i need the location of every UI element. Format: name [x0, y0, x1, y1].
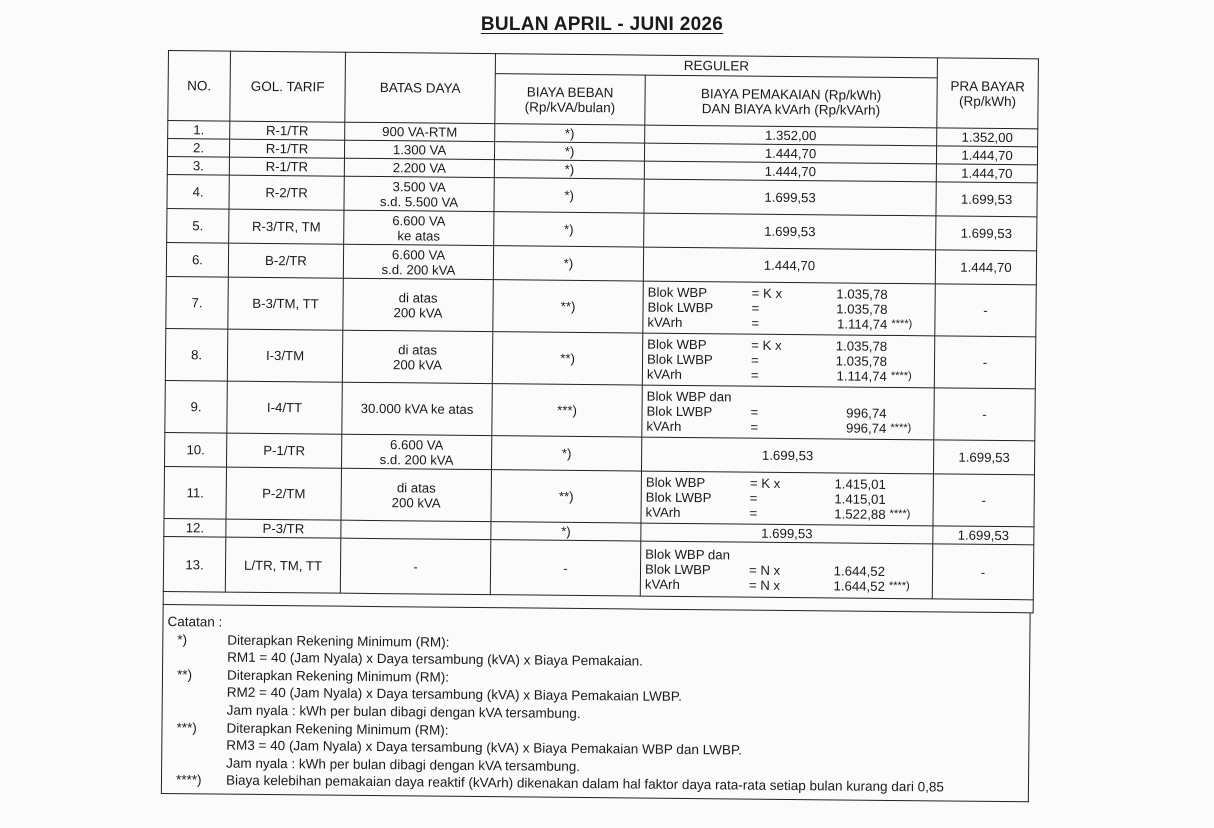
table-row: [166, 276, 1036, 336]
usage-value: 1.415,01: [834, 476, 886, 492]
batas-daya-cell: [345, 122, 495, 141]
batas-daya-line: 3.500 VA: [392, 178, 446, 195]
biaya-beban-cell: *): [494, 212, 644, 247]
usage-label: kVArh: [644, 576, 680, 592]
note-mark: **): [176, 666, 193, 683]
gol-tarif-cell: B-3/TM, TT: [228, 277, 343, 330]
biaya-beban-cell: **): [493, 280, 643, 333]
usage-label: kVArh: [646, 366, 682, 382]
batas-daya-line: 1.300 VA: [392, 142, 447, 158]
biaya-pemakaian-cell: [642, 385, 935, 440]
usage-value: 1.035,78: [835, 338, 888, 354]
document-title: BULAN APRIL - JUNI 2026: [480, 14, 724, 35]
gol-tarif-cell: P-2/TM: [226, 467, 341, 520]
pra-bayar-cell: -: [934, 336, 1035, 389]
note-mark: ****): [175, 772, 202, 788]
usage-value: 1.444,70: [764, 163, 817, 180]
note-line: Diterapkan Rekening Minimum (RM):: [226, 667, 450, 685]
biaya-beban-cell: *): [491, 436, 641, 471]
note-body: [226, 719, 1028, 779]
table-row: [165, 380, 1035, 440]
usage-label: Blok WBP: [647, 284, 708, 301]
usage-label: Blok LWBP: [644, 561, 711, 577]
header-biaya-pemakaian: BIAYA PEMAKAIAN (Rp/kWh) DAN BIAYA kVArh (Rp/kVArh): [645, 75, 937, 128]
usage-label: kVArh: [645, 504, 681, 520]
usage-value: 1.444,70: [763, 257, 816, 274]
header-pra-bayar: PRA BAYAR (Rp/kWh): [937, 58, 1039, 129]
usage-value: 1.699,53: [761, 447, 814, 464]
note-mark: *): [177, 631, 188, 647]
biaya-pemakaian-cell: [643, 247, 935, 284]
usage-operator: =: [750, 367, 759, 383]
biaya-pemakaian-cell: [644, 213, 936, 250]
table-row: [164, 466, 1034, 526]
table-row: [165, 328, 1035, 388]
batas-daya-cell: [342, 382, 492, 435]
gol-tarif-cell: R-1/TR: [229, 139, 344, 158]
batas-daya-cell: [344, 176, 494, 211]
usage-footnote: [886, 492, 890, 507]
usage-value: 996,74: [845, 420, 887, 436]
row-number: 2.: [167, 139, 229, 158]
gol-tarif-cell: B-2/TR: [228, 243, 343, 278]
pra-bayar-cell: 1.699,53: [936, 182, 1037, 217]
usage-value: 1.699,53: [764, 189, 816, 206]
usage-label: Blok WBP dan: [645, 546, 731, 562]
usage-operator: = K x: [749, 475, 781, 491]
pra-bayar-cell: 1.444,70: [936, 146, 1037, 165]
row-number: 12.: [164, 518, 226, 537]
biaya-pemakaian-cell: [642, 333, 935, 388]
usage-label: Blok WBP: [645, 474, 706, 491]
biaya-pemakaian-cell: [640, 541, 933, 599]
gol-tarif-cell: R-1/TR: [229, 157, 344, 176]
batas-daya-line: 900 VA-RTM: [382, 124, 458, 140]
row-number: 13.: [163, 536, 226, 592]
usage-operator: =: [751, 315, 760, 331]
usage-value: 1.522,88: [834, 506, 886, 522]
note-line: RM3 = 40 (Jam Nyala) x Daya tersambung (kVA) x Biaya Pemakaian WBP dan LWBP.: [226, 737, 742, 758]
row-number: 7.: [166, 276, 228, 329]
note-line: Biaya kelebihan pemakaian daya reaktif (kVArh) dikenakan dalam hal faktor daya rata-rata setiap bulan kurang dari 0,85: [225, 772, 944, 795]
tariff-body: [163, 121, 1038, 613]
pra-bayar-cell: -: [935, 284, 1036, 337]
biaya-beban-cell: ***): [492, 384, 642, 437]
batas-daya-line: 6.600 VA: [390, 436, 444, 453]
note-body: [227, 666, 1029, 726]
pra-bayar-cell: 1.699,53: [936, 216, 1037, 251]
batas-daya-cell: [340, 538, 491, 594]
batas-daya-line: 30.000 kVA ke atas: [360, 400, 474, 417]
batas-daya-line: s.d. 5.500 VA: [379, 193, 459, 210]
usage-operator: = N x: [748, 562, 781, 578]
usage-value: 1.415,01: [834, 491, 886, 507]
batas-daya-line: ke atas: [397, 227, 441, 244]
pra-bayar-cell: -: [933, 474, 1034, 527]
row-number: 8.: [165, 328, 227, 381]
usage-footnote: ****): [891, 317, 913, 331]
biaya-beban-cell: *): [494, 178, 644, 213]
gol-tarif-cell: R-1/TR: [230, 121, 345, 140]
usage-line: [647, 315, 930, 333]
gol-tarif-cell: P-3/TR: [226, 519, 341, 538]
usage-line: [647, 367, 930, 385]
batas-daya-line: -: [413, 558, 418, 574]
usage-footnote: [887, 302, 891, 317]
usage-footnote: ****): [890, 421, 912, 435]
usage-operator: =: [751, 300, 760, 316]
notes-list: [166, 631, 1029, 798]
header-no: NO.: [168, 51, 231, 122]
note-line: Jam nyala : kWh per bulan dibagi dengan kVA tersambung.: [226, 702, 581, 721]
batas-daya-cell: [341, 520, 491, 539]
usage-operator: = N x: [748, 577, 781, 593]
biaya-beban-cell: *): [494, 160, 644, 179]
gol-tarif-cell: L/TR, TM, TT: [225, 537, 341, 593]
biaya-pemakaian-cell: [644, 179, 936, 216]
note-line: Diterapkan Rekening Minimum (RM):: [226, 720, 449, 738]
biaya-beban-cell: *): [494, 142, 644, 161]
usage-footnote: [886, 477, 890, 492]
usage-value: 1.699,53: [761, 525, 813, 542]
gol-tarif-cell: I-3/TM: [227, 329, 342, 382]
usage-label: Blok LWBP: [646, 403, 713, 420]
usage-label: Blok LWBP: [647, 299, 714, 316]
batas-daya-cell: [344, 140, 494, 159]
pra-bayar-cell: 1.444,70: [936, 164, 1037, 183]
batas-daya-line: di atas: [398, 341, 438, 358]
batas-daya-cell: [341, 468, 491, 521]
usage-operator: =: [750, 404, 759, 420]
usage-value: 1.114,74: [836, 316, 888, 332]
batas-daya-line: 2.200 VA: [392, 160, 447, 176]
note-line: Diterapkan Rekening Minimum (RM):: [227, 632, 450, 650]
usage-footnote: ****): [890, 369, 912, 383]
usage-label: kVArh: [646, 418, 682, 434]
tariff-sheet: [161, 50, 1046, 828]
batas-daya-line: 6.600 VA: [392, 212, 446, 229]
biaya-pemakaian-cell: [641, 437, 933, 474]
usage-value: 1.035,78: [835, 353, 888, 369]
pra-bayar-cell: -: [932, 544, 1034, 600]
row-number: 10.: [165, 432, 227, 467]
biaya-beban-cell: *): [495, 124, 645, 143]
batas-daya-cell: [342, 330, 492, 383]
note-item: [166, 719, 1028, 780]
usage-footnote: [885, 563, 889, 578]
usage-value: 1.699,53: [764, 223, 816, 240]
usage-operator: [749, 547, 807, 563]
row-number: 9.: [165, 380, 227, 433]
usage-line: [645, 576, 928, 594]
note-item: [167, 666, 1029, 727]
header-reguler: REGULER: [495, 54, 937, 78]
batas-daya-line: 200 kVA: [391, 494, 441, 511]
row-number: 5.: [167, 208, 229, 243]
usage-operator: =: [750, 419, 759, 435]
header-biaya-beban: BIAYA BEBAN (Rp/kVA/bulan): [495, 74, 645, 125]
usage-line: [646, 419, 929, 437]
batas-daya-line: di atas: [396, 479, 436, 496]
usage-value: 1.352,00: [764, 127, 817, 144]
gol-tarif-cell: R-2/TR: [229, 175, 344, 210]
usage-operator: =: [750, 352, 759, 368]
row-number: 11.: [164, 466, 226, 519]
notes-section: [161, 605, 1031, 802]
biaya-pemakaian-cell: [641, 471, 934, 526]
row-number: 1.: [168, 121, 230, 140]
biaya-beban-cell: *): [491, 522, 641, 541]
usage-value: 1.114,74: [836, 368, 887, 384]
biaya-pemakaian-cell: [643, 281, 936, 336]
usage-value: 1.035,78: [836, 286, 888, 302]
usage-footnote: [885, 548, 889, 563]
usage-label: kVArh: [647, 314, 683, 330]
note-line: RM2 = 40 (Jam Nyala) x Daya tersambung (kVA) x Biaya Pemakaian LWBP.: [226, 684, 682, 705]
pra-bayar-cell: 1.699,53: [933, 440, 1034, 475]
usage-value: [809, 390, 887, 406]
usage-footnote: [887, 391, 891, 406]
batas-daya-line: s.d. 200 kVA: [381, 261, 456, 278]
row-number: 4.: [167, 174, 229, 209]
header-batas-daya: BATAS DAYA: [345, 52, 496, 123]
batas-daya-line: 6.600 VA: [391, 246, 446, 263]
biaya-beban-cell: *): [493, 246, 643, 281]
biaya-beban-cell: -: [490, 540, 641, 596]
gol-tarif-cell: R-3/TR, TM: [229, 209, 344, 244]
gol-tarif-cell: P-1/TR: [226, 433, 341, 468]
usage-value: [807, 548, 885, 564]
note-line: RM1 = 40 (Jam Nyala) x Daya tersambung (kVA) x Biaya Pemakaian.: [227, 649, 644, 669]
header-gol-tarif: GOL. TARIF: [230, 51, 346, 122]
pra-bayar-cell: 1.352,00: [937, 128, 1038, 147]
note-mark: ***): [176, 719, 197, 735]
pra-bayar-cell: 1.444,70: [935, 250, 1036, 285]
usage-footnote: ****): [889, 507, 911, 521]
usage-footnote: ****): [888, 579, 910, 592]
note-line: Jam nyala : kWh per bulan dibagi dengan kVA tersambung.: [226, 755, 581, 774]
batas-daya-line: di atas: [398, 289, 438, 306]
usage-footnote: [887, 354, 891, 369]
batas-daya-cell: [341, 434, 491, 469]
usage-footnote: [888, 287, 892, 302]
biaya-beban-cell: **): [492, 332, 642, 385]
usage-label: Blok WBP: [647, 336, 707, 353]
usage-value: 1.644,52: [833, 577, 885, 594]
usage-operator: =: [749, 505, 758, 521]
batas-daya-cell: [343, 278, 493, 331]
gol-tarif-cell: I-4/TT: [227, 381, 342, 434]
usage-footnote: [887, 339, 891, 354]
usage-line: [646, 505, 929, 523]
usage-operator: =: [749, 490, 758, 506]
batas-daya-line: s.d. 200 kVA: [379, 451, 454, 468]
usage-label: Blok LWBP: [646, 351, 713, 368]
pra-bayar-cell: 1.699,53: [933, 526, 1034, 545]
usage-operator: = K x: [751, 285, 783, 301]
batas-daya-cell: [344, 210, 494, 245]
batas-daya-line: 200 kVA: [392, 356, 443, 373]
usage-value: 996,74: [846, 405, 887, 421]
batas-daya-cell: [344, 158, 494, 177]
usage-footnote: [886, 406, 890, 421]
batas-daya-line: [345, 529, 486, 530]
usage-label: Blok WBP dan: [646, 388, 732, 405]
tariff-table: [163, 50, 1039, 613]
row-number: 6.: [166, 242, 228, 277]
usage-value: 1.644,52: [833, 562, 886, 579]
usage-operator: = K x: [751, 337, 782, 353]
biaya-beban-cell: **): [491, 470, 641, 523]
table-row: [163, 536, 1034, 599]
usage-value: 1.444,70: [764, 145, 817, 162]
usage-value: 1.035,78: [836, 301, 888, 317]
batas-daya-line: 200 kVA: [393, 304, 443, 321]
notes-heading: Catatan :: [167, 614, 223, 630]
batas-daya-cell: [343, 244, 493, 279]
usage-label: Blok LWBP: [645, 489, 712, 506]
row-number: 3.: [167, 156, 229, 175]
pra-bayar-cell: -: [934, 388, 1035, 441]
usage-operator: [751, 390, 809, 406]
